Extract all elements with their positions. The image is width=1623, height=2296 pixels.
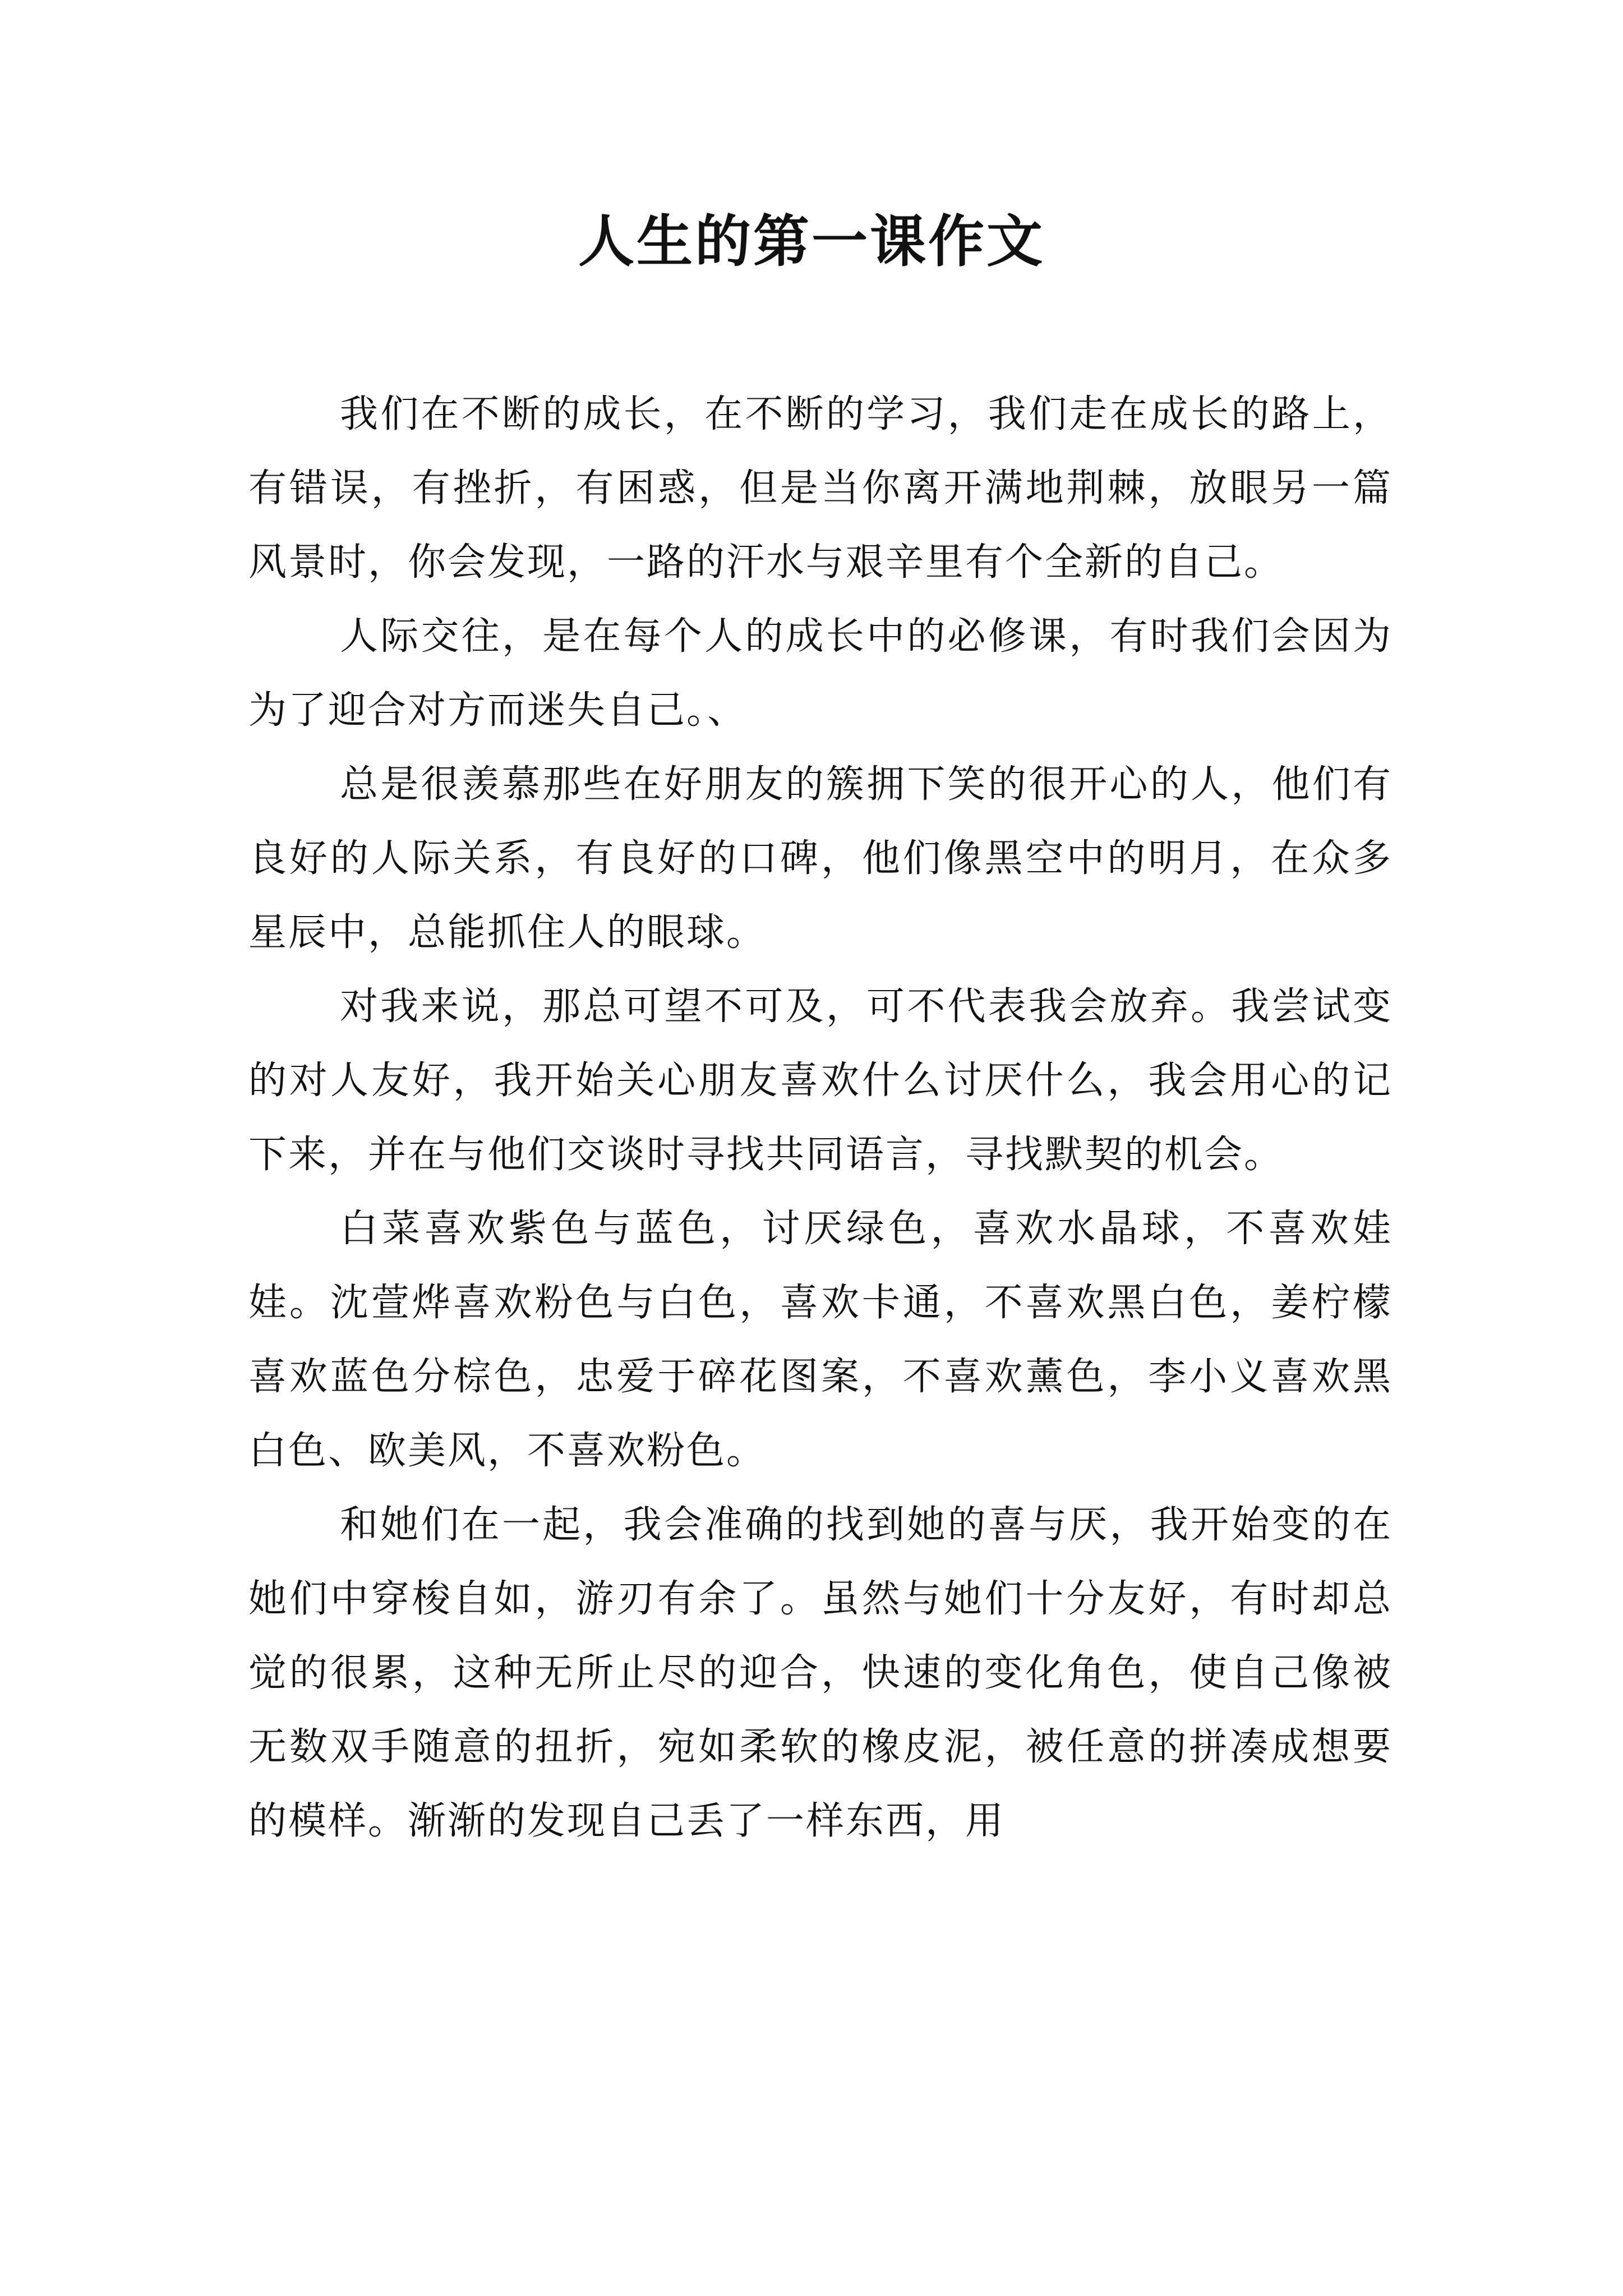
paragraph-4: 对我来说，那总可望不可及，可不代表我会放弃。我尝试变的对人友好，我开始关心朋友喜欢什么讨厌什么，我会用心的记下来，并在与他们交谈时寻找共同语言，寻找默契的机会。 bbox=[248, 984, 1393, 1177]
paragraph-6: 和她们在一起，我会准确的找到她的喜与厌，我开始变的在她们中穿梭自如，游刃有余了。虽然与她们十分友好，有时却总觉的很累，这种无所止尽的迎合，快速的变化角色，使自己像被无数双手随意的扭折，宛如柔软的橡皮泥，被任意的拼凑成想要的模样。渐渐的发现自己丢了一样东西，用 bbox=[248, 1503, 1393, 1843]
paragraph-5: 白菜喜欢紫色与蓝色，讨厌绿色，喜欢水晶球，不喜欢娃娃。沈萱烨喜欢粉色与白色，喜欢卡通，不喜欢黑白色，姜柠檬喜欢蓝色分棕色，忠爱于碎花图案，不喜欢薰色，李小义喜欢黑白色、欧美风，不喜欢粉色。 bbox=[248, 1207, 1393, 1473]
paragraph-3: 总是很羡慕那些在好朋友的簇拥下笑的很开心的人，他们有良好的人际关系，有良好的口碑，他们像黑空中的明月，在众多星辰中，总能抓住人的眼球。 bbox=[248, 762, 1393, 955]
document-title: 人生的第一课作文 bbox=[578, 208, 1045, 274]
paragraph-1: 我们在不断的成长，在不断的学习，我们走在成长的路上，有错误，有挫折，有困惑，但是当你离开满地荆棘，放眼另一篇风景时，你会发现，一路的汗水与艰辛里有个全新的自己。 bbox=[248, 392, 1393, 585]
document-body bbox=[248, 378, 1393, 1858]
paragraph-2: 人际交往，是在每个人的成长中的必修课，有时我们会因为为了迎合对方而迷失自己。、 bbox=[248, 614, 1393, 733]
